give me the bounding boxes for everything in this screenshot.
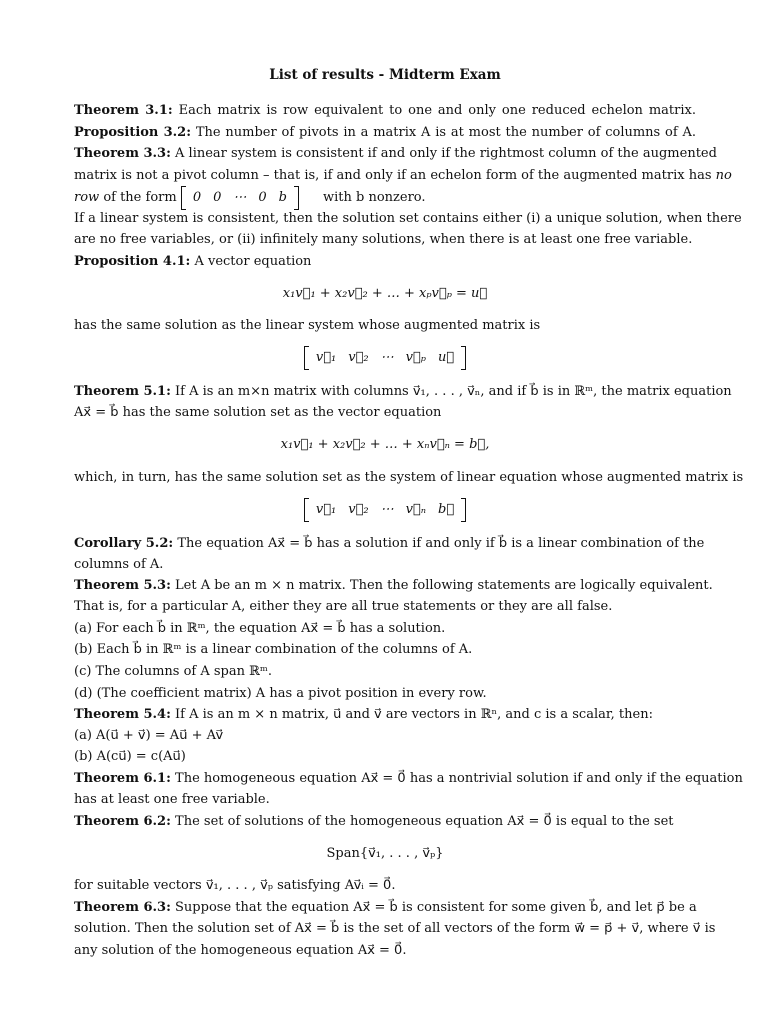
theorem-label: Corollary 5.2: — [74, 536, 174, 551]
theorem-6-3-line2: solution. Then the solution set of Ax⃗ = b⃗ is the set of all vectors of the form w⃗ = p⃗ + v⃗, where v⃗ is — [74, 921, 716, 936]
theorem-5-3-c: (c) The columns of A span ℝᵐ. — [74, 664, 273, 679]
vector-equation: x₁v⃗₁ + x₂v⃗₂ + … + xₚv⃗ₚ = u⃗ — [282, 286, 488, 301]
consistency-line1: If a linear system is consistent, then the solution set contains either (i) a unique solution, when there — [74, 211, 742, 226]
theorem-text: of the form — [103, 190, 177, 205]
matrix-entry: 0 — [213, 190, 222, 205]
theorem-5-1 — [74, 383, 732, 401]
theorem-label: Theorem 6.1: — [74, 771, 171, 786]
matrix-entry: v⃗₁ — [315, 350, 337, 365]
page-title: List of results - Midterm Exam — [269, 67, 501, 83]
span-expression: Span{v⃗₁, . . . , v⃗ₚ} — [326, 846, 444, 861]
theorem-5-3-d: (d) (The coefficient matrix) A has a pivot position in every row. — [74, 686, 487, 701]
theorem-6-2 — [74, 813, 696, 831]
theorem-text: with b nonzero. — [323, 190, 426, 205]
theorem-5-1-line3: which, in turn, has the same solution set as the system of linear equation whose augmented matrix is — [74, 470, 744, 485]
theorem-text: The number of pivots in a matrix A is at most the number of columns of A. — [195, 125, 697, 140]
theorem-label: Theorem 3.3: — [74, 146, 171, 161]
matrix-entry: v⃗₁ — [315, 502, 337, 517]
theorem-label: Theorem 5.3: — [74, 578, 171, 593]
theorem-text: The homogeneous equation Ax⃗ = 0⃗ has a nontrivial solution if and only if the equation — [175, 771, 743, 786]
theorem-5-3-line2: That is, for a particular A, either they are all true statements or they are all false. — [74, 599, 613, 614]
theorem-text: If A is an m×n matrix with columns v⃗₁, . . . , v⃗ₙ, and if b⃗ is in ℝᵐ, the matrix equation — [175, 384, 732, 399]
matrix-entry: b⃗ — [438, 502, 455, 517]
corollary-5-2-line2: columns of A. — [74, 557, 164, 572]
matrix-entry: v⃗ₙ — [405, 502, 426, 517]
theorem-5-1-line2: Ax⃗ = b⃗ has the same solution set as the vector equation — [74, 405, 442, 420]
matrix-entry: ⋯ — [380, 502, 394, 517]
theorem-5-3-b: (b) Each b⃗ in ℝᵐ is a linear combination of the columns of A. — [74, 642, 473, 657]
theorem-text: Each matrix is row equivalent to one and only one reduced echelon matrix. — [178, 103, 696, 118]
row-matrix — [181, 189, 299, 207]
theorem-text: The equation Ax⃗ = b⃗ has a solution if and only if b⃗ is a linear combination of the — [177, 536, 705, 551]
corollary-5-2 — [74, 535, 705, 553]
theorem-5-4-a: (a) A(u⃗ + v⃗) = Au⃗ + Av⃗ — [74, 728, 224, 743]
theorem-3-3-line3 — [74, 189, 696, 207]
matrix-entry: b — [278, 190, 287, 205]
theorem-text: If A is an m × n matrix, u⃗ and v⃗ are vectors in ℝⁿ, and c is a scalar, then: — [175, 707, 653, 722]
proposition-4-1 — [74, 253, 696, 271]
theorem-label: Proposition 4.1: — [74, 254, 191, 269]
matrix-entry: 0 — [258, 190, 267, 205]
theorem-text: Let A be an m × n matrix. Then the following statements are logically equivalent. — [175, 578, 713, 593]
matrix-entry: u⃗ — [437, 350, 455, 365]
consistency-line2: are no free variables, or (ii) infinitely many solutions, when there is at least one free variable. — [74, 232, 693, 247]
theorem-label: Theorem 6.3: — [74, 900, 171, 915]
theorem-6-1 — [74, 770, 743, 788]
theorem-label: Theorem 5.1: — [74, 384, 171, 399]
theorem-6-3-line3: any solution of the homogeneous equation Ax⃗ = 0⃗. — [74, 943, 407, 958]
matrix-entry: ⋯ — [233, 190, 247, 205]
theorem-5-3 — [74, 577, 713, 595]
augmented-matrix-1 — [74, 349, 696, 367]
theorem-text: The set of solutions of the homogeneous equation Ax⃗ = 0⃗ is equal to the set — [175, 814, 674, 829]
theorem-text: Suppose that the equation Ax⃗ = b⃗ is consistent for some given b⃗, and let p⃗ be a — [175, 900, 697, 915]
theorem-6-1-line2: has at least one free variable. — [74, 792, 270, 807]
theorem-text: matrix is not a pivot column – that is, if and only if an echelon form of the augmented matrix has — [74, 168, 712, 183]
theorem-label: Proposition 3.2: — [74, 125, 192, 140]
augmented-matrix-2 — [74, 501, 696, 519]
theorem-text: A linear system is consistent if and only if the rightmost column of the augmented — [175, 146, 717, 161]
theorem-5-4-b: (b) A(cu⃗) = c(Au⃗) — [74, 749, 186, 764]
vector-equation-2: x₁v⃗₁ + x₂v⃗₂ + … + xₙv⃗ₙ = b⃗, — [280, 437, 490, 452]
theorem-3-3-line2 — [74, 167, 732, 185]
matrix-entry: 0 — [192, 190, 202, 205]
matrix-entry: v⃗₂ — [348, 502, 369, 517]
theorem-text: A vector equation — [194, 254, 312, 269]
theorem-text: row — [74, 190, 100, 205]
proposition-4-1-after: has the same solution as the linear system whose augmented matrix is — [74, 318, 541, 333]
matrix-entry: v⃗ₚ — [405, 350, 426, 365]
matrix-entry: ⋯ — [380, 350, 394, 365]
theorem-text: no — [715, 168, 732, 183]
proposition-3-2 — [74, 124, 696, 142]
matrix-entry: v⃗₂ — [348, 350, 369, 365]
theorem-label: Theorem 3.1: — [74, 103, 173, 118]
theorem-3-1 — [74, 102, 696, 120]
theorem-label: Theorem 5.4: — [74, 707, 171, 722]
theorem-5-3-a: (a) For each b⃗ in ℝᵐ, the equation Ax⃗ = b⃗ has a solution. — [74, 621, 446, 636]
theorem-6-3 — [74, 899, 696, 917]
theorem-5-4 — [74, 706, 696, 724]
theorem-label: Theorem 6.2: — [74, 814, 171, 829]
theorem-6-2-line2: for suitable vectors v⃗₁, . . . , v⃗ₚ satisfying Av⃗ᵢ = 0⃗. — [74, 878, 396, 893]
theorem-3-3 — [74, 145, 717, 163]
